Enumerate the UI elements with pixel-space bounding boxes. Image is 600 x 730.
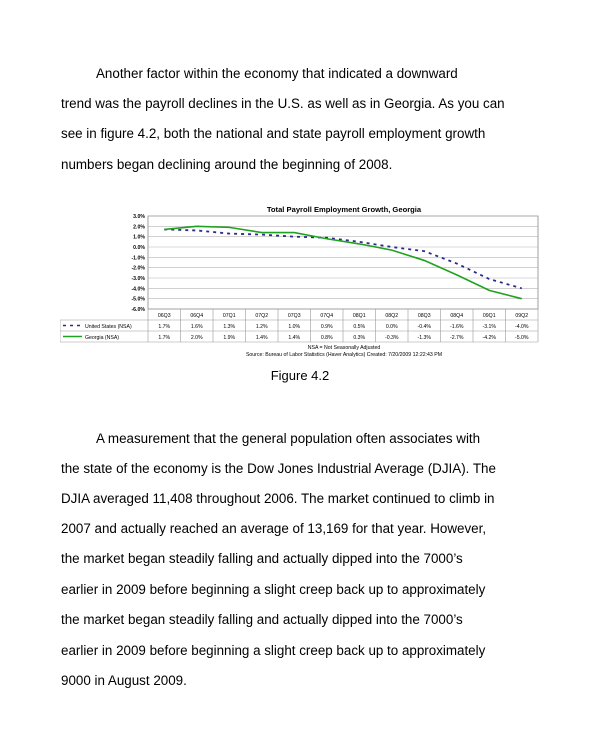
y-tick-label: -6.0% [131, 307, 145, 313]
data-label: -1.3% [417, 335, 432, 341]
data-label: -4.0% [514, 324, 529, 330]
x-tick-label: 07Q2 [255, 313, 269, 319]
data-label: 1.3% [223, 324, 236, 330]
data-label: -0.4% [417, 324, 432, 330]
data-label: 1.2% [255, 324, 268, 330]
data-label: 1.7% [158, 324, 171, 330]
data-label: -4.2% [482, 335, 497, 341]
data-label: 2.0% [190, 335, 203, 341]
legend-label: United States (NSA) [85, 324, 132, 330]
y-tick-label: -3.0% [131, 276, 145, 282]
data-label: 1.4% [255, 335, 268, 341]
data-label: 1.6% [190, 324, 203, 330]
data-label: -1.6% [449, 324, 464, 330]
x-tick-label: 09Q2 [515, 313, 529, 319]
text-line: DJIA averaged 11,408 throughout 2006. The market continued to climb in [61, 491, 495, 506]
y-tick-label: -4.0% [131, 286, 145, 293]
text-line: the state of the economy is the Dow Jones Industrial Average (DJIA). The [61, 461, 496, 476]
x-tick-label: 07Q3 [287, 313, 301, 319]
chart-title: Total Payroll Employment Growth, Georgia [266, 205, 422, 214]
text-line: earlier in 2009 before beginning a slight creep back up to approximately [61, 643, 486, 658]
data-label: 0.5% [353, 324, 366, 330]
data-label: 1.7% [158, 335, 171, 341]
data-label: 1.9% [223, 335, 236, 341]
y-tick-label: -2.0% [131, 265, 145, 272]
text-line: 9000 in August 2009. [61, 673, 187, 688]
x-tick-label: 08Q1 [352, 313, 366, 319]
data-label: 0.3% [353, 335, 366, 341]
chart-note: NSA = Not Seasonally Adjusted [307, 345, 381, 351]
y-tick-label: 2.0% [133, 224, 145, 231]
data-label: -3.1% [482, 324, 497, 330]
text-line: the market began steadily falling and actually dipped into the 7000’s [61, 612, 463, 627]
text-line: A measurement that the general population often associates with [96, 431, 481, 446]
x-tick-label: 08Q4 [450, 313, 464, 319]
x-tick-label: 08Q2 [385, 313, 399, 319]
legend-label: Georgia (NSA) [85, 335, 120, 341]
text-line: numbers began declining around the beginning of 2008. [61, 157, 393, 172]
data-label: -2.7% [449, 335, 464, 341]
text-line: see in figure 4.2, both the national and state payroll employment growth [61, 126, 486, 141]
x-tick-label: 06Q4 [190, 313, 204, 319]
y-tick-label: -1.0% [131, 255, 145, 262]
x-tick-label: 06Q3 [157, 313, 171, 319]
text-line: trend was the payroll declines in the U.S. as well as in Georgia. As you can [61, 96, 505, 111]
figure-caption: Figure 4.2 [270, 368, 330, 383]
plot-area [148, 216, 538, 309]
x-tick-label: 07Q4 [320, 313, 334, 319]
y-tick-label: 1.0% [133, 234, 145, 241]
data-label: 0.8% [320, 335, 333, 341]
data-label: -0.3% [384, 335, 399, 341]
y-tick-label: 3.0% [133, 214, 145, 220]
data-label: -5.0% [514, 335, 529, 341]
y-tick-label: -5.0% [131, 296, 145, 303]
data-label: 0.0% [385, 324, 398, 330]
x-tick-label: 09Q1 [482, 313, 496, 319]
text-line: Another factor within the economy that indicated a downward [96, 66, 458, 81]
y-tick-label: 0.0% [133, 245, 145, 251]
x-tick-label: 07Q1 [222, 313, 236, 319]
data-label: 0.9% [320, 324, 333, 330]
figure-4-2-chart [60, 200, 540, 362]
data-label: 1.0% [288, 324, 301, 330]
x-tick-label: 08Q3 [417, 313, 431, 319]
text-line: the market began steadily falling and actually dipped into the 7000’s [61, 551, 463, 566]
data-label: 1.4% [288, 335, 301, 341]
text-line: 2007 and actually reached an average of 13,169 for that year. However, [61, 521, 487, 536]
chart-source: Source: Bureau of Labor Statistics (Haver Analytics) Created: 7/20/2009 12:22:43 PM [245, 352, 443, 358]
chart-svg [60, 200, 540, 362]
text-line: earlier in 2009 before beginning a slight creep back up to approximately [61, 582, 486, 597]
